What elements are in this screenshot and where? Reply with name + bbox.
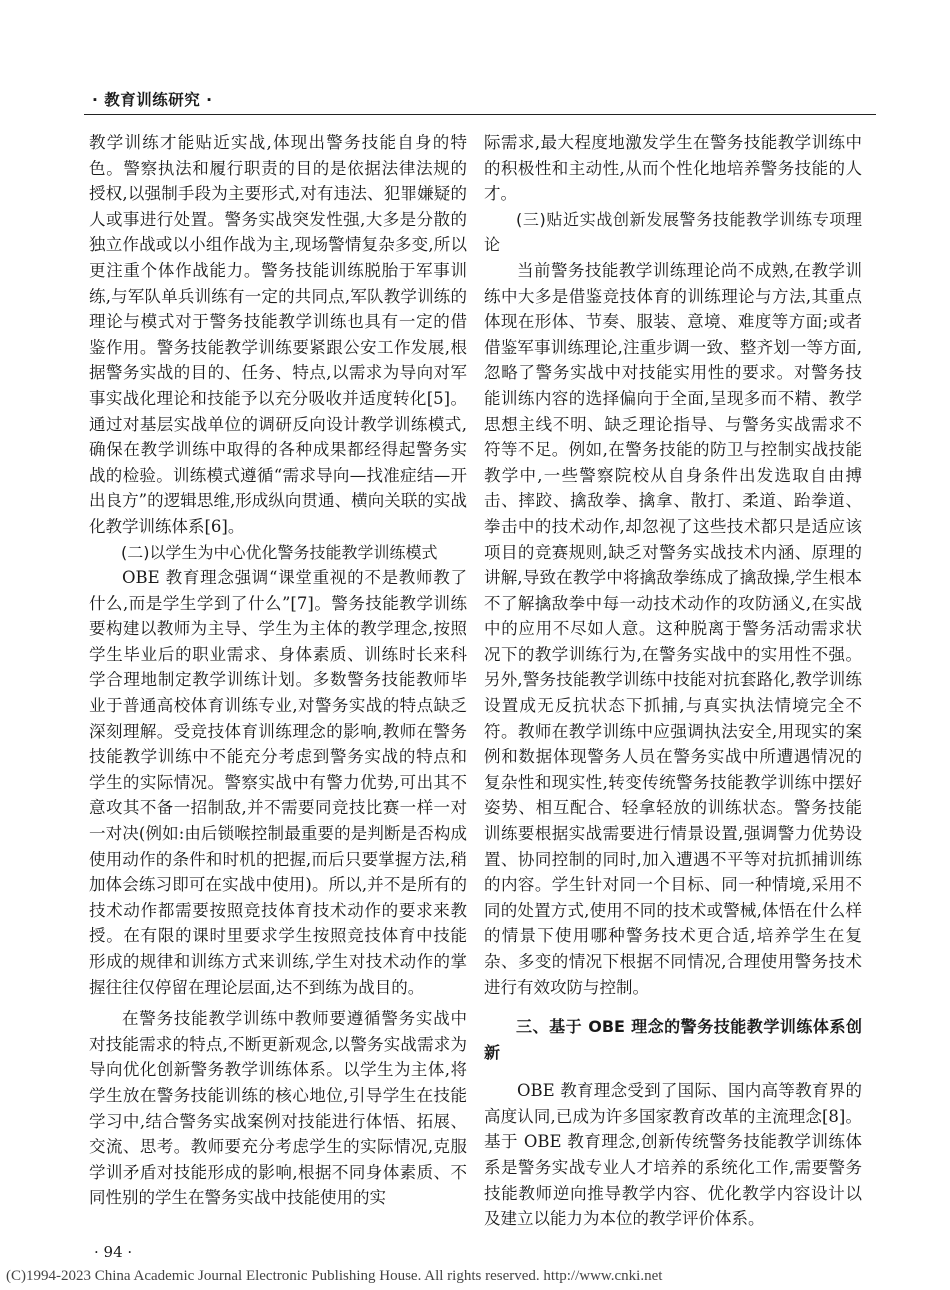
subsection-heading: (三)贴近实战创新发展警务技能教学训练专项理论 [484, 209, 862, 255]
paragraph: 教学训练才能贴近实战,体现出警务技能自身的特色。警察执法和履行职责的目的是依据法律法规的授权,以强制手段为主要形式,对有违法、犯罪嫌疑的人或事进行处置。警务实战突发性强,大多是分散的独立作战或以小组作战为主,现场警情复杂多变,所以更注重个体作战能力。警务技能训练脱胎于军事训练,与军队单兵训练有一定的共同点,军队教学训练的理论与模式对于警务技能教学训练也具有一定的借鉴作用。警务技能教学训练要紧跟公安工作发展,根据警务实战的目的、任务、特点,以需求为导向对军事实战化理论和技能予以充分吸收并适度转化[5]。通过对基层实战单位的调研反向设计教学训练模式,确保在教学训练中取得的各种成果都经得起警务实战的检验。训练模式遵循“需求导向—找准症结—开出良方”的逻辑思维,形成纵向贯通、横向关联的实战化教学训练体系[6]。 [89, 133, 467, 536]
header-rule [84, 114, 876, 115]
paragraph: 际需求,最大程度地激发学生在警务技能教学训练中的积极性和主动性,从而个性化地培养警务技能的人才。 [484, 133, 862, 204]
paragraph: 在警务技能教学训练中教师要遵循警务实战中对技能需求的特点,不断更新观念,以警务实战需求为导向优化创新警务教学训练体系。以学生为主体,将学生放在警务技能训练的核心地位,引导学生在技能学习中,结合警务实战案例对技能进行体悟、拓展、交流、思考。教师要充分考虑学生的实际情况,克服学训矛盾对技能形成的影响,根据不同身体素质、不同性别的学生在警务实战中技能使用的实 [89, 1009, 467, 1208]
page-number: · 94 · [94, 1243, 133, 1261]
running-header: · 教育训练研究 · [92, 91, 213, 109]
paragraph: OBE 教育理念强调“课堂重视的不是教师教了什么,而是学生学到了什么”[7]。警务技能教学训练要构建以教师为主导、学生为主体的教学理念,按照学生毕业后的职业需求、身体素质、训练时长来科学合理地制定教学训练计划。多数警务技能教师毕业于普通高校体育训练专业,对警务实战的特点缺乏深刻理解。受竞技体育训练理念的影响,教师在警务技能教学训练中不能充分考虑到警务实战的特点和学生的实际情况。警察实战中有警力优势,可出其不意攻其不备一招制敌,并不需要同竞技比赛一样一对一对决(例如:由后锁喉控制最重要的是判断是否构成使用动作的条件和时机的把握,而后只要掌握方法,稍加体会练习即可在实战中使用)。所以,并不是所有的技术动作都需要按照竞技体育技术动作的要求来教授。在有限的课时里要求学生按照竞技体育中技能形成的规律和训练方式来训练,学生对技术动作的掌握往往仅停留在理论层面,达不到练为战目的。 [89, 568, 467, 997]
subsection-heading: (二)以学生为中心优化警务技能教学训练模式 [121, 542, 438, 562]
paragraph: 当前警务技能教学训练理论尚不成熟,在教学训练中大多是借鉴竞技体育的训练理论与方法,其重点体现在形体、节奏、服装、意境、难度等方面;或者借鉴军事训练理论,注重步调一致、整齐划一等方面,忽略了警务实战中对技能实用性的要求。对警务技能训练内容的选择偏向于全面,呈现多而不精、教学思想主线不明、缺乏理论指导、与警务实战需求不符等不足。例如,在警务技能的防卫与控制实战技能教学中,一些警察院校从自身条件出发选取自由搏击、摔跤、擒敌拳、擒拿、散打、柔道、跆拳道、拳击中的技术动作,却忽视了这些技术都只是适应该项目的竞赛规则,缺乏对警务实战技术内涵、原理的讲解,导致在教学中将擒敌拳练成了擒敌操,学生根本不了解擒敌拳中每一动技术动作的攻防涵义,在实战中的应用不尽如人意。这种脱离于警务活动需求状况下的教学训练行为,在警务实战中的实用性不强。另外,警务技能教学训练中技能对抗套路化,教学训练设置成无反抗状态下抓捕,与真实执法情境完全不符。教师在教学训练中应强调执法安全,用现实的案例和数据体现警务人员在警务实战中所遭遇情况的复杂性和现实性,转变传统警务技能教学训练中摆好姿势、相互配合、轻拿轻放的训练状态。警务技能训练要根据实战需要进行情景设置,强调警力优势设置、协同控制的同时,加入遭遇不平等对抗抓捕训练的内容。学生针对同一个目标、同一种情境,采用不同的处置方式,使用不同的技术或警械,体悟在什么样的情景下使用哪种警务技术更合适,培养学生在复杂、多变的情况下根据不同情况,合理使用警务技术进行有效攻防与控制。 [484, 260, 862, 997]
right-column [484, 130, 862, 1232]
left-column [89, 130, 467, 1211]
copyright-footer: (C)1994-2023 China Academic Journal Electronic Publishing House. All rights reserved. http://www.cnki.net [6, 1268, 663, 1284]
paragraph: OBE 教育理念受到了国际、国内高等教育界的高度认同,已成为许多国家教育改革的主流理念[8]。基于 OBE 教育理念,创新传统警务技能教学训练体系是警务实战专业人才培养的系统化工作,需要警务技能教师逆向推导教学内容、优化教学内容设计以及建立以能力为本位的教学评价体系。 [484, 1081, 862, 1229]
section-heading: 三、基于 OBE 理念的警务技能教学训练体系创新 [484, 1017, 862, 1063]
